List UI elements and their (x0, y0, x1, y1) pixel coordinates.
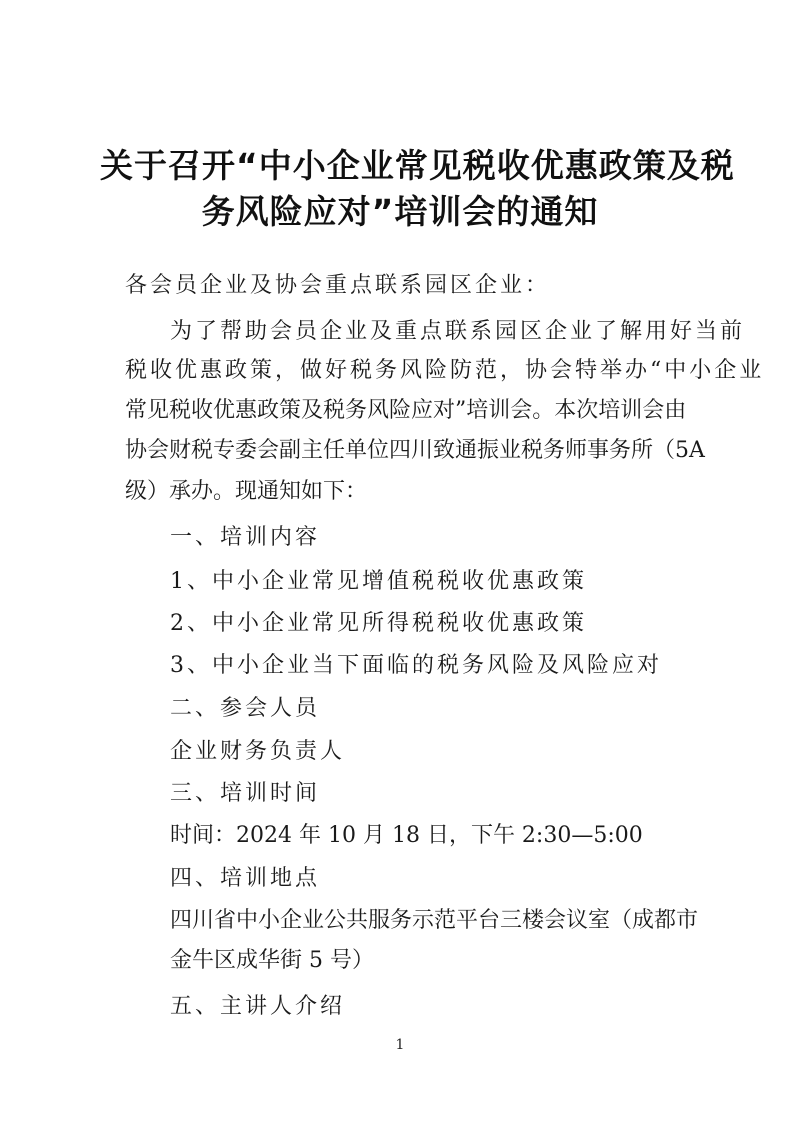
section4-body-line-1: 四川省中小企业公共服务示范平台三楼会议室（成都市 (170, 908, 699, 933)
section1-item-1: 1、中小企业常见增值税税收优惠政策 (170, 569, 587, 594)
section5-heading: 五、主讲人介绍 (170, 994, 346, 1019)
section3-heading: 三、培训时间 (170, 781, 321, 806)
title-line-2: 务风险应对”培训会的通知 (201, 192, 599, 231)
section3-body: 时间：2024 年 10 月 18 日，下午 2:30—5:00 (170, 823, 643, 848)
section2-body: 企业财务负责人 (170, 739, 346, 764)
intro-line-4: 协会财税专委会副主任单位四川致通振业税务师事务所（5A (125, 438, 705, 463)
section1-item-2: 2、中小企业常见所得税税收优惠政策 (170, 611, 587, 636)
section4-heading: 四、培训地点 (170, 866, 321, 891)
section1-item-3: 3、中小企业当下面临的税务风险及风险应对 (170, 653, 662, 678)
intro-line-5: 级）承办。现通知如下： (125, 479, 368, 504)
section4-body-line-2: 金牛区成华街 5 号） (170, 948, 374, 973)
intro-line-2: 税收优惠政策，做好税务风险防范，协会特举办“中小企业 (125, 358, 765, 383)
section2-heading: 二、参会人员 (170, 696, 321, 721)
section1-heading: 一、培训内容 (170, 525, 321, 550)
intro-line-1: 为了帮助会员企业及重点联系园区企业了解用好当前 (170, 319, 746, 344)
page-number: 1 (395, 1037, 405, 1053)
salutation: 各会员企业及协会重点联系园区企业： (125, 273, 551, 298)
title-line-1: 关于召开“中小企业常见税收优惠政策及税 (100, 146, 735, 185)
intro-line-3: 常见税收优惠政策及税务风险应对”培训会。本次培训会由 (125, 398, 687, 423)
